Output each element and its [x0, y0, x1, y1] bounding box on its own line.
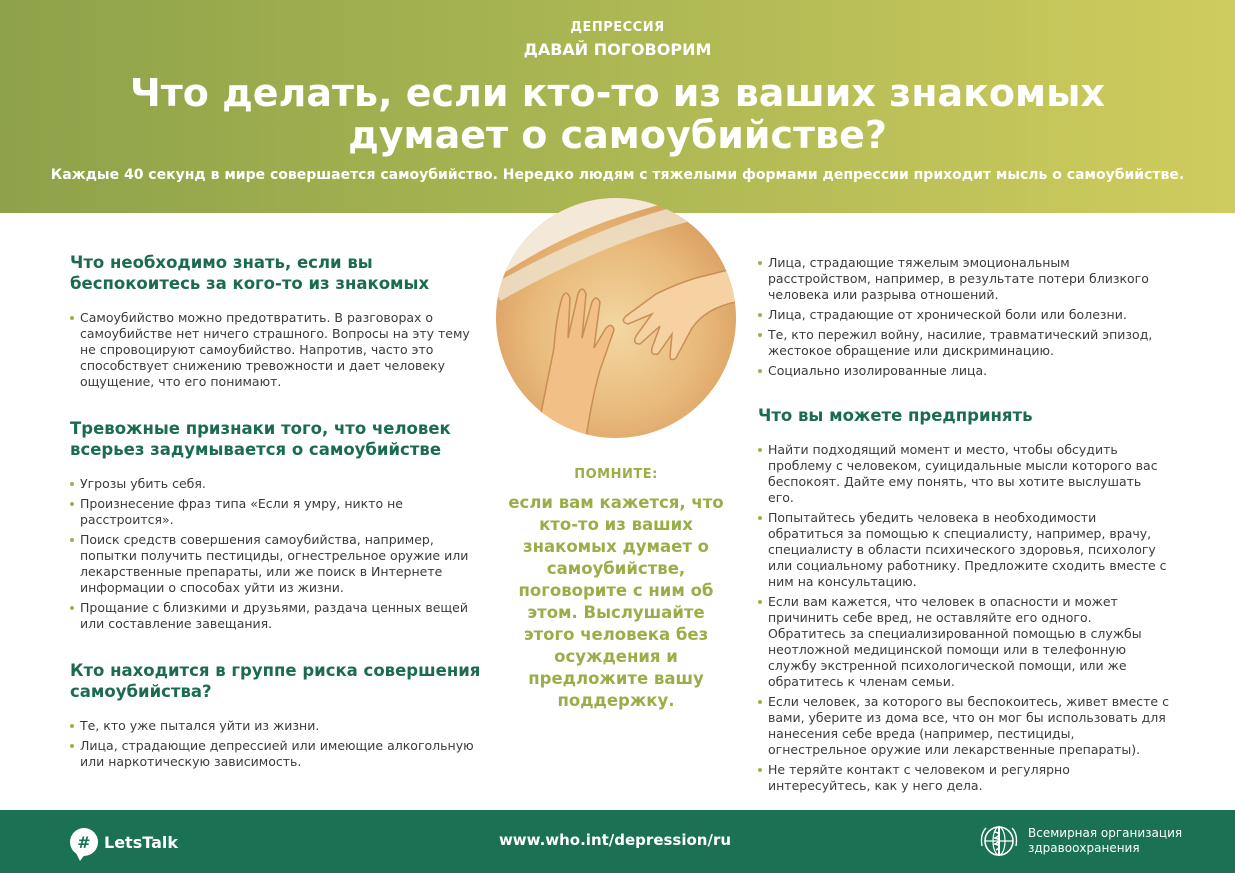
list-item: Лица, страдающие депрессией или имеющие алкогольную или наркотическую зависимость. — [70, 738, 482, 770]
list-item: Если вам кажется, что человек в опасности и может причинить себе вред, не оставляйте его одного. Обратитесь за специализированной помощью в службы неотложной медицинской помощи или в телефонную службу экстренной психологической помощи, или же обратитесь к членам семьи. — [758, 594, 1170, 690]
list-item: Те, кто пережил войну, насилие, травматический эпизод, жестокое обращение или дискриминацию. — [758, 327, 1170, 359]
list-item: Угрозы убить себя. — [70, 476, 482, 492]
list-item: Не теряйте контакт с человеком и регулярно интересуйтесь, как у него дела. — [758, 762, 1170, 794]
list-what-to-do — [758, 442, 1170, 794]
list-item: Социально изолированные лица. — [758, 363, 1170, 379]
header-banner — [0, 0, 1235, 213]
title-line-2: думает о самоубийстве? — [348, 113, 887, 157]
list-item: Найти подходящий момент и место, чтобы обсудить проблему с человеком, суицидальные мысли которого вас беспокоят. Дайте ему понять, что вы хотите выслушать его. — [758, 442, 1170, 506]
remember-label: ПОМНИТЕ: — [574, 467, 658, 482]
page-subtitle: Каждые 40 секунд в мире совершается самоубийство. Нередко людям с тяжелыми формами депрессии приходит мысль о самоубийстве. — [50, 167, 1185, 183]
section-heading-know: Что необходимо знать, если вы беспокоитесь за кого-то из знакомых — [70, 253, 430, 293]
list-item: Произнесение фраз типа «Если я умру, никто не расстроится». — [70, 496, 482, 528]
list-item: Если человек, за которого вы беспокоитесь, живет вместе с вами, уберите из дома все, что он мог бы использовать для нанесения себе вреда (например, пестициды, огнестрельное оружие или лекарственные препараты). — [758, 694, 1170, 758]
footer-bar — [0, 810, 1235, 873]
list-warning-signs — [70, 476, 482, 632]
list-item: Лица, страдающие от хронической боли или болезни. — [758, 307, 1170, 323]
who-emblem-icon — [978, 822, 1020, 860]
who-org-name — [1028, 826, 1182, 856]
list-risk-group-continued — [758, 255, 1170, 379]
campaign-kicker: ДЕПРЕССИЯ — [570, 20, 665, 35]
list-item: Те, кто уже пытался уйти из жизни. — [70, 718, 482, 734]
left-column — [70, 252, 482, 798]
speech-bubble-icon — [70, 828, 98, 856]
hashtag-symbol: # — [77, 832, 91, 852]
list-know — [70, 310, 482, 390]
hands-icon — [496, 198, 736, 438]
org-name-line-2: здравоохранения — [1028, 841, 1140, 855]
remember-callout — [505, 467, 727, 712]
list-risk-group — [70, 718, 482, 770]
reaching-hands-illustration — [496, 198, 736, 438]
section-heading-risk-group: Кто находится в группе риска совершения самоубийства? — [70, 661, 481, 701]
list-item: Поиск средств совершения самоубийства, например, попытки получить пестициды, огнестрельное оружие или лекарственные препараты, или же поиск в Интернете информации о способах уйти из жизни. — [70, 532, 482, 596]
title-line-1: Что делать, если кто-то из ваших знакомых — [130, 71, 1105, 115]
section-heading-what-to-do: Что вы можете предпринять — [758, 406, 1033, 425]
list-item: Самоубийство можно предотвратить. В разговорах о самоубийстве нет ничего страшного. Вопросы на эту тему не спровоцируют самоубийство. Напротив, часто это способствует снижению тревожности и дает человеку ощущение, что его понимают. — [70, 310, 482, 390]
letstalk-badge — [70, 825, 178, 859]
who-logo — [978, 822, 1182, 860]
page-title — [60, 72, 1175, 156]
hashtag-text: LetsTalk — [104, 832, 178, 852]
list-item: Прощание с близкими и друзьями, раздача ценных вещей или составление завещания. — [70, 600, 482, 632]
remember-message: если вам кажется, что кто-то из ваших знакомых думает о самоубийстве, поговорите с ним об этом. Выслушайте этого человека без осуждения и предложите вашу поддержку. — [508, 493, 724, 710]
right-column — [758, 255, 1170, 822]
list-item: Попытайтесь убедить человека в необходимости обратиться за помощью к специалисту, например, врачу, специалисту в области психического здоровья, психологу или социальному работнику. Предложите сходить вместе с ним на консультацию. — [758, 510, 1170, 590]
section-heading-warning-signs: Тревожные признаки того, что человек всерьез задумывается о самоубийстве — [70, 419, 451, 459]
website-link[interactable]: www.who.int/depression/ru — [498, 831, 732, 849]
org-name-line-1: Всемирная организация — [1028, 826, 1183, 840]
campaign-slogan: ДАВАЙ ПОГОВОРИМ — [523, 40, 712, 59]
list-item: Лица, страдающие тяжелым эмоциональным расстройством, например, в результате потери близкого человека или разрыва отношений. — [758, 255, 1170, 303]
